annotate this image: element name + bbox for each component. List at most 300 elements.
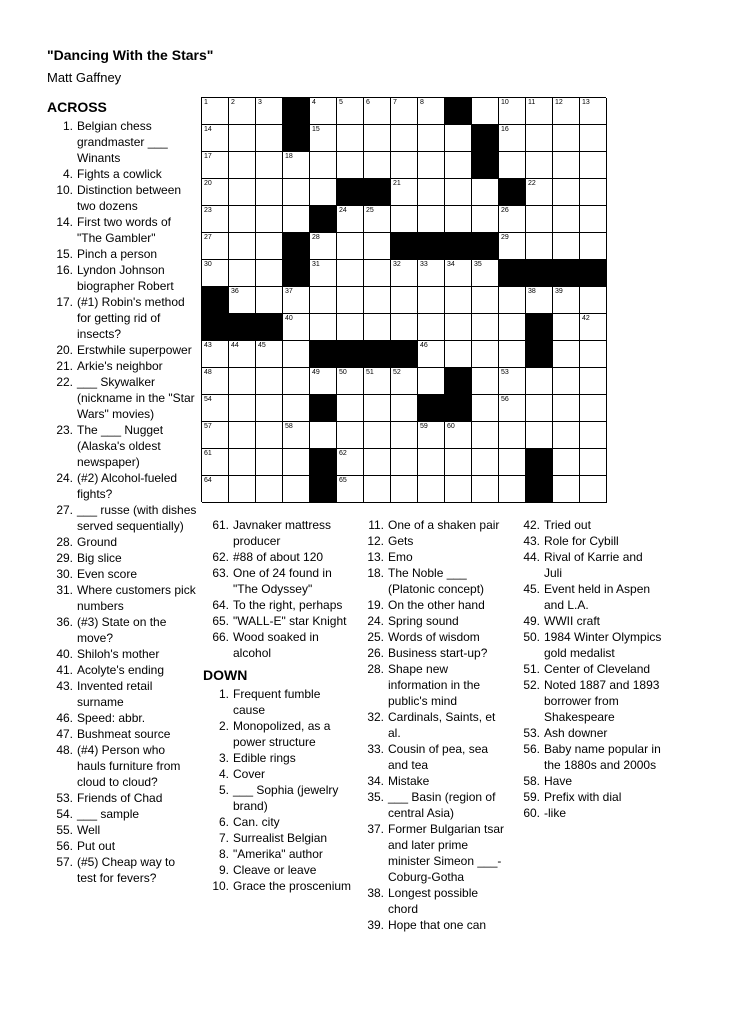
grid-cell[interactable] [445,476,472,503]
grid-cell[interactable] [580,179,607,206]
grid-cell[interactable] [580,152,607,179]
grid-cell[interactable] [256,179,283,206]
grid-cell[interactable] [310,233,337,260]
grid-block [418,233,445,260]
cell-number: 60 [447,423,455,430]
clue [203,830,353,846]
clue-text: To the right, perhaps [233,598,343,612]
grid-cell[interactable] [364,395,391,422]
grid-block [499,260,526,287]
clue-number: 39. [367,918,384,932]
grid-cell[interactable] [229,476,256,503]
clue-text: Tried out [544,518,591,532]
grid-cell[interactable] [310,314,337,341]
clue-text: Belgian chess grandmaster ___ Winants [77,119,168,165]
grid-block [580,260,607,287]
grid-cell[interactable] [337,233,364,260]
grid-cell[interactable] [418,449,445,476]
clue-text: On the other hand [388,598,485,612]
clue-number: 6. [218,815,229,829]
clue-column-2 [203,517,353,894]
grid-cell[interactable] [526,422,553,449]
grid-cell[interactable] [202,341,229,368]
grid-cell[interactable] [499,395,526,422]
grid-cell[interactable] [553,314,580,341]
clue-number: 49. [523,614,540,628]
clue-text: Center of Cleveland [544,662,651,676]
clue [358,709,510,741]
grid-cell[interactable] [364,476,391,503]
grid-cell[interactable] [499,314,526,341]
grid-cell[interactable] [229,341,256,368]
clue [358,549,510,565]
clue-number: 55. [56,823,73,837]
clue-number: 38. [367,886,384,900]
grid-cell[interactable] [202,449,229,476]
clue [514,613,664,629]
clue-number: 56. [523,742,540,756]
clue-number: 53. [523,726,540,740]
grid-cell[interactable] [445,125,472,152]
grid-cell[interactable] [580,206,607,233]
clue-text: Well [77,823,101,837]
grid-cell[interactable] [391,476,418,503]
grid-cell[interactable] [229,98,256,125]
grid-cell[interactable] [256,206,283,233]
grid-cell[interactable] [526,395,553,422]
clue-number: 24. [56,471,73,485]
grid-block [310,206,337,233]
grid-cell[interactable] [472,206,499,233]
cell-number: 58 [285,423,293,430]
clue-text: Acolyte's ending [77,663,165,677]
grid-cell[interactable] [229,233,256,260]
clue-number: 25. [367,630,384,644]
grid-cell[interactable] [553,368,580,395]
grid-cell[interactable] [202,125,229,152]
cell-number: 34 [447,261,455,268]
grid-cell[interactable] [391,98,418,125]
grid-cell[interactable] [526,233,553,260]
grid-cell[interactable] [202,395,229,422]
grid-cell[interactable] [472,449,499,476]
grid-cell[interactable] [310,368,337,395]
grid-cell[interactable] [283,287,310,314]
grid-cell[interactable] [256,368,283,395]
grid-cell[interactable] [418,152,445,179]
grid-cell[interactable] [256,395,283,422]
grid-cell[interactable] [391,206,418,233]
cell-number: 4 [312,99,316,106]
clue [203,517,353,549]
grid-cell[interactable] [472,260,499,287]
grid-cell[interactable] [526,206,553,233]
grid-cell[interactable] [337,260,364,287]
grid-cell[interactable] [337,476,364,503]
grid-cell[interactable] [526,287,553,314]
grid-cell[interactable] [580,422,607,449]
grid-block [202,287,229,314]
grid-cell[interactable] [418,206,445,233]
grid-cell[interactable] [337,368,364,395]
clue [514,533,664,549]
grid-cell[interactable] [202,179,229,206]
grid-cell[interactable] [364,368,391,395]
grid-cell[interactable] [418,341,445,368]
clue-text: Even score [77,567,138,581]
clue [203,846,353,862]
cell-number: 22 [528,180,536,187]
grid-cell[interactable] [580,287,607,314]
grid-cell[interactable] [364,260,391,287]
grid-cell[interactable] [256,260,283,287]
grid-cell[interactable] [472,287,499,314]
grid-cell[interactable] [553,179,580,206]
clue-text: Speed: abbr. [77,711,146,725]
cell-number: 45 [258,342,266,349]
grid-cell[interactable] [310,260,337,287]
grid-cell[interactable] [229,179,256,206]
grid-cell[interactable] [472,179,499,206]
clue-number: 64. [212,598,229,612]
grid-cell[interactable] [364,287,391,314]
grid-cell[interactable] [499,368,526,395]
grid-cell[interactable] [553,152,580,179]
grid-cell[interactable] [418,287,445,314]
grid-cell[interactable] [229,260,256,287]
grid-cell[interactable] [391,179,418,206]
grid-cell[interactable] [310,152,337,179]
grid-cell[interactable] [499,476,526,503]
grid-cell[interactable] [526,368,553,395]
clue [47,294,197,342]
grid-cell[interactable] [418,476,445,503]
grid-cell[interactable] [283,476,310,503]
grid-cell[interactable] [202,368,229,395]
clue-number: 23. [56,423,73,437]
grid-cell[interactable] [310,125,337,152]
grid-cell[interactable] [229,422,256,449]
grid-cell[interactable] [202,206,229,233]
grid-cell[interactable] [364,125,391,152]
grid-cell[interactable] [499,287,526,314]
grid-cell[interactable] [499,422,526,449]
clue-number: 20. [56,343,73,357]
grid-cell[interactable] [580,341,607,368]
grid-cell[interactable] [580,125,607,152]
grid-cell[interactable] [283,368,310,395]
clue-text: Distinction between two dozens [77,183,182,213]
clue [47,470,197,502]
grid-cell[interactable] [364,98,391,125]
clue [358,773,510,789]
grid-cell[interactable] [202,233,229,260]
grid-block [472,233,499,260]
clue-number: 28. [56,535,73,549]
grid-cell[interactable] [499,125,526,152]
grid-cell[interactable] [256,476,283,503]
grid-cell[interactable] [445,152,472,179]
grid-cell[interactable] [283,179,310,206]
grid-cell[interactable] [391,314,418,341]
grid-cell[interactable] [310,179,337,206]
clue-number: 36. [56,615,73,629]
clue-number: 33. [367,742,384,756]
grid-cell[interactable] [364,152,391,179]
grid-cell[interactable] [472,368,499,395]
cell-number: 7 [393,99,397,106]
grid-cell[interactable] [283,422,310,449]
grid-cell[interactable] [364,314,391,341]
clue [47,342,197,358]
grid-cell[interactable] [256,422,283,449]
grid-block [391,341,418,368]
grid-cell[interactable] [526,98,553,125]
grid-cell[interactable] [472,422,499,449]
clue-number: 22. [56,375,73,389]
grid-cell[interactable] [580,98,607,125]
grid-cell[interactable] [391,287,418,314]
grid-cell[interactable] [229,368,256,395]
cell-number: 48 [204,369,212,376]
down-heading: DOWN [203,667,248,683]
cell-number: 16 [501,126,509,133]
grid-cell[interactable] [418,98,445,125]
grid-cell[interactable] [580,476,607,503]
grid-cell[interactable] [283,314,310,341]
clue-number: 52. [523,678,540,692]
clue [514,725,664,741]
grid-cell[interactable] [418,260,445,287]
grid-cell[interactable] [337,206,364,233]
grid-cell[interactable] [256,287,283,314]
grid-cell[interactable] [418,125,445,152]
grid-cell[interactable] [364,422,391,449]
grid-cell[interactable] [553,98,580,125]
grid-cell[interactable] [418,422,445,449]
cell-number: 33 [420,261,428,268]
grid-cell[interactable] [283,206,310,233]
grid-cell[interactable] [256,233,283,260]
grid-cell[interactable] [337,449,364,476]
clue [47,182,197,214]
clue [514,661,664,677]
grid-cell[interactable] [337,125,364,152]
grid-cell[interactable] [337,422,364,449]
grid-cell[interactable] [283,449,310,476]
grid-cell[interactable] [499,233,526,260]
grid-cell[interactable] [337,152,364,179]
grid-cell[interactable] [499,341,526,368]
grid-cell[interactable] [472,476,499,503]
clue [358,629,510,645]
grid-block [472,125,499,152]
grid-cell[interactable] [418,314,445,341]
grid-cell[interactable] [580,449,607,476]
grid-cell[interactable] [391,125,418,152]
grid-block [445,395,472,422]
clue-number: 40. [56,647,73,661]
clue-number: 65. [212,614,229,628]
grid-cell[interactable] [580,233,607,260]
grid-block [310,449,337,476]
grid-cell[interactable] [256,125,283,152]
grid-cell[interactable] [337,395,364,422]
clue [358,645,510,661]
grid-cell[interactable] [418,368,445,395]
clue-number: 28. [367,662,384,676]
grid-cell[interactable] [229,152,256,179]
grid-cell[interactable] [310,287,337,314]
cell-number: 12 [555,99,563,106]
clue [358,565,510,597]
grid-cell[interactable] [391,449,418,476]
grid-cell[interactable] [364,449,391,476]
grid-cell[interactable] [445,206,472,233]
grid-cell[interactable] [553,395,580,422]
clue [514,677,664,725]
grid-cell[interactable] [283,341,310,368]
clue-number: 58. [523,774,540,788]
grid-block [499,179,526,206]
cell-number: 2 [231,99,235,106]
grid-cell[interactable] [526,125,553,152]
clue [47,678,197,710]
cell-number: 14 [204,126,212,133]
grid-cell[interactable] [526,152,553,179]
grid-cell[interactable] [445,449,472,476]
grid-cell[interactable] [256,449,283,476]
clue-number: 53. [56,791,73,805]
clue-text: Words of wisdom [388,630,480,644]
grid-cell[interactable] [580,395,607,422]
grid-cell[interactable] [499,449,526,476]
clue [514,773,664,789]
grid-cell[interactable] [472,314,499,341]
grid-cell[interactable] [445,260,472,287]
grid-cell[interactable] [553,422,580,449]
grid-cell[interactable] [202,152,229,179]
cell-number: 36 [231,288,239,295]
grid-cell[interactable] [337,287,364,314]
grid-cell[interactable] [445,422,472,449]
clue [203,750,353,766]
cell-number: 65 [339,477,347,484]
clue-number: 51. [523,662,540,676]
clue [47,502,197,534]
clue-text: Rival of Karrie and Juli [544,550,643,580]
grid-cell[interactable] [337,98,364,125]
grid-cell[interactable] [553,125,580,152]
clue-text: ___ Skywalker (nickname in the "Star Wars" movies) [77,375,195,421]
grid-block [526,476,553,503]
clue [203,613,353,629]
grid-cell[interactable] [202,260,229,287]
grid-block [418,395,445,422]
grid-cell[interactable] [553,476,580,503]
grid-cell[interactable] [580,314,607,341]
grid-cell[interactable] [472,98,499,125]
cell-number: 51 [366,369,374,376]
clue [203,565,353,597]
grid-cell[interactable] [526,179,553,206]
grid-cell[interactable] [256,98,283,125]
grid-block [310,395,337,422]
clue-text: Where customers pick numbers [77,583,196,613]
grid-cell[interactable] [472,395,499,422]
clue-column-4 [514,517,664,821]
grid-cell[interactable] [445,179,472,206]
clue-number: 8. [218,847,229,861]
clue-number: 4. [218,767,229,781]
grid-cell[interactable] [445,314,472,341]
grid-cell[interactable] [229,449,256,476]
grid-cell[interactable] [283,152,310,179]
grid-cell[interactable] [391,395,418,422]
grid-cell[interactable] [445,341,472,368]
grid-cell[interactable] [391,152,418,179]
grid-cell[interactable] [310,422,337,449]
grid-cell[interactable] [229,287,256,314]
grid-cell[interactable] [499,206,526,233]
cell-number: 30 [204,261,212,268]
grid-cell[interactable] [553,287,580,314]
grid-cell[interactable] [553,233,580,260]
clue-text: The Noble ___ (Platonic concept) [388,566,485,596]
clue-number: 48. [56,743,73,757]
grid-cell[interactable] [310,98,337,125]
grid-cell[interactable] [229,125,256,152]
cell-number: 53 [501,369,509,376]
clue-column-1 [47,99,197,886]
grid-cell[interactable] [499,152,526,179]
grid-cell[interactable] [364,206,391,233]
clue-text: One of 24 found in "The Odyssey" [233,566,332,596]
clue-text: Ground [77,535,118,549]
grid-cell[interactable] [391,422,418,449]
clue [47,214,197,246]
grid-cell[interactable] [256,341,283,368]
grid-cell[interactable] [391,260,418,287]
grid-cell[interactable] [202,476,229,503]
clue-text: Prefix with dial [544,790,622,804]
grid-cell[interactable] [553,206,580,233]
grid-cell[interactable] [229,395,256,422]
grid-cell[interactable] [445,287,472,314]
grid-cell[interactable] [337,314,364,341]
grid-cell[interactable] [202,422,229,449]
grid-block [526,449,553,476]
grid-cell[interactable] [580,368,607,395]
grid-cell[interactable] [472,341,499,368]
grid-cell[interactable] [202,98,229,125]
crossword-grid [201,97,606,502]
clue [358,517,510,533]
cell-number: 10 [501,99,509,106]
grid-cell[interactable] [283,395,310,422]
clue-number: 37. [367,822,384,836]
grid-cell[interactable] [364,233,391,260]
grid-cell[interactable] [499,98,526,125]
grid-cell[interactable] [256,152,283,179]
grid-cell[interactable] [229,206,256,233]
grid-cell[interactable] [553,449,580,476]
clue-number: 45. [523,582,540,596]
grid-cell[interactable] [391,368,418,395]
cell-number: 62 [339,450,347,457]
grid-cell[interactable] [553,341,580,368]
grid-cell[interactable] [418,179,445,206]
